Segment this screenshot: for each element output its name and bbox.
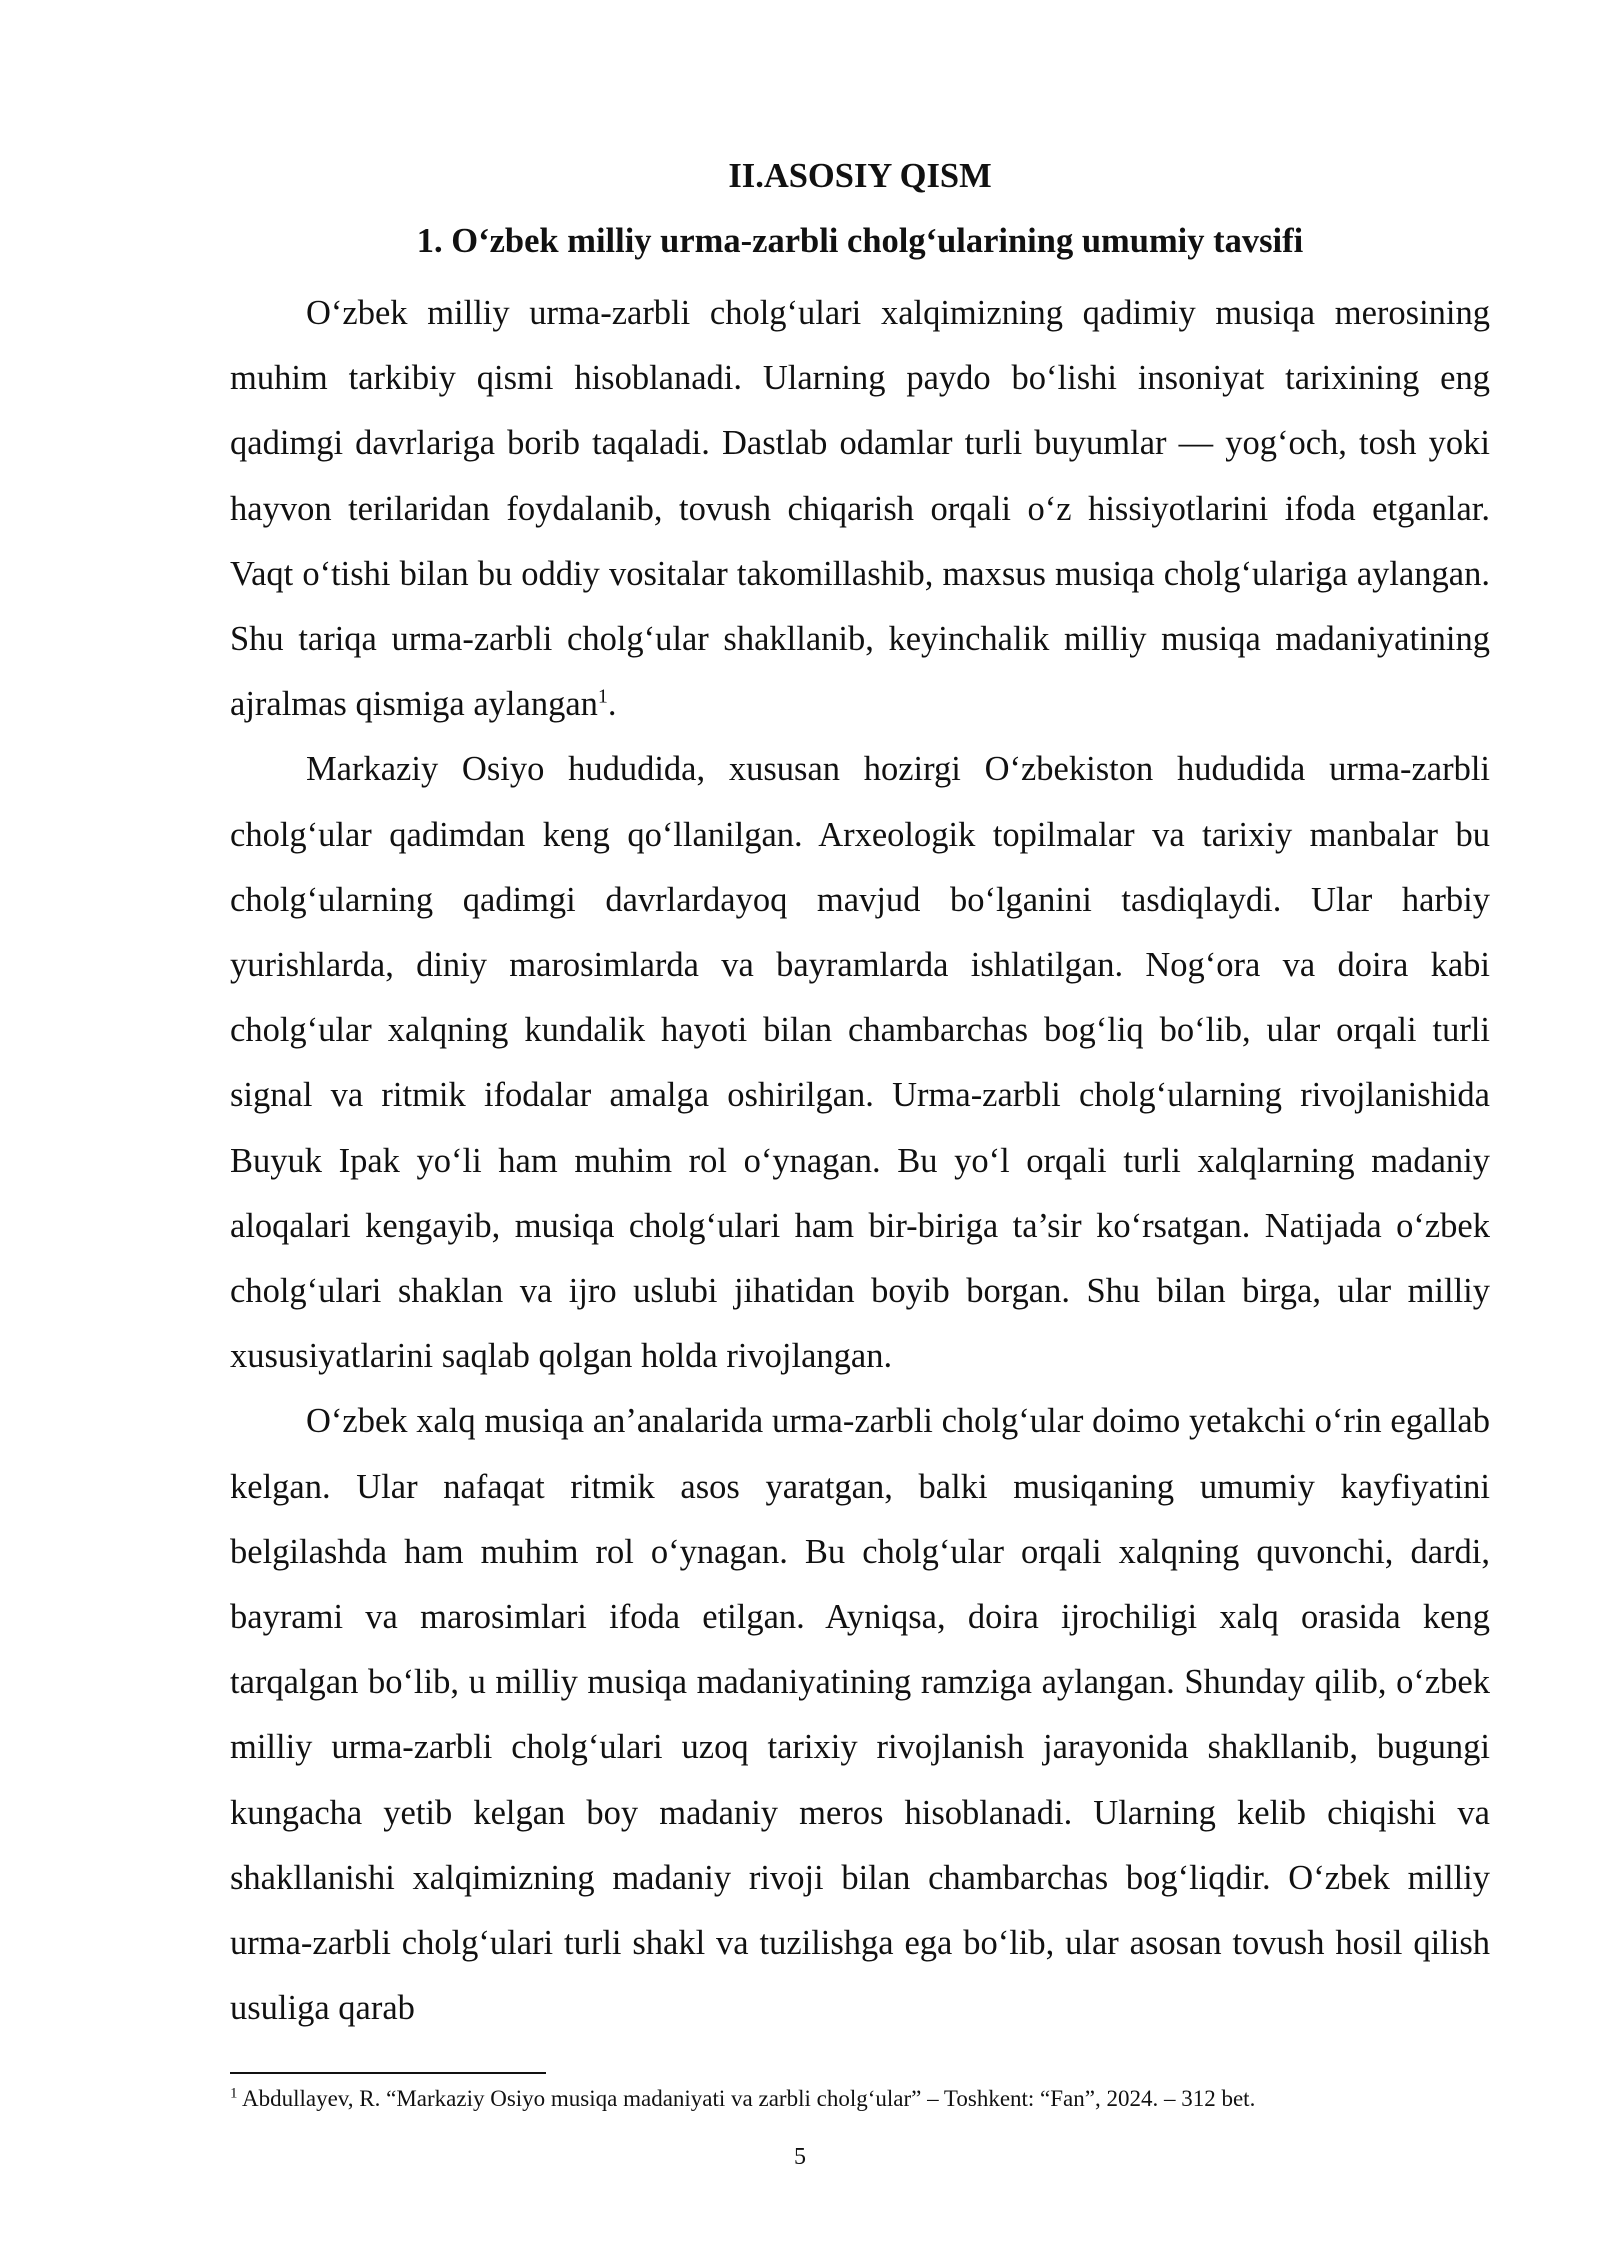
paragraph-2: Markaziy Osiyo hududida, xususan hozirgi O‘zbekiston hududida urma-zarbli cholg‘ular qadimdan keng qo‘llanilgan. Arxeologik topilmalar va tarixiy manbalar bu cholg‘ularning qadimgi davrlardayoq mavjud bo‘lganini tasdiqlaydi. Ular harbiy yurishlarda, diniy marosimlarda va bayramlarda ishlatilgan. Nog‘ora va doira kabi cholg‘ular xalqning kundalik hayoti bilan chambarchas bog‘liq bo‘lib, ular orqali turli signal va ritmik ifodalar amalga oshirilgan. Urma-zarbli cholg‘ularning rivojlanishida Buyuk Ipak yo‘li ham muhim rol o‘ynagan. Bu yo‘l orqali turli xalqlarning madaniy aloqalari kengayib, musiqa cholg‘ulari ham bir-biriga ta’sir ko‘rsatgan. Natijada o‘zbek cholg‘ulari shaklan va ijro uslubi jihatidan boyib borgan. Shu bilan birga, ular milliy xususiyatlarini saqlab qolgan holda rivojlangan.: [230, 750, 1490, 1376]
footnote-marker: 1: [230, 2085, 238, 2102]
paragraph-3: O‘zbek xalq musiqa an’analarida urma-zarbli cholg‘ular doimo yetakchi o‘rin egallab kelgan. Ular nafaqat ritmik asos yaratgan, balki musiqaning umumiy kayfiyatini belgilashda ham muhim rol o‘ynagan. Bu cholg‘ular orqali xalqning quvonchi, dardi, bayrami va marosimlari ifoda etilgan. Ayniqsa, doira ijrochiligi xalq orasida keng tarqalgan bo‘lib, u milliy musiqa madaniyatining ramziga aylangan. Shunday qilib, o‘zbek milliy urma-zarbli cholg‘ulari uzoq tarixiy rivojlanish jarayonida shakllanib, bugungi kungacha yetib kelgan boy madaniy meros hisoblanadi. Ularning kelib chiqishi va shakllanishi xalqimizning madaniy rivoji bilan chambarchas bog‘liqdir. O‘zbek milliy urma-zarbli cholg‘ulari turli shakl va tuzilishga ega bo‘lib, ular asosan tovush hosil qilish usuliga qarab: [230, 1402, 1490, 2028]
footnote-text: Abdullayev, R. “Markaziy Osiyo musiqa madaniyati va zarbli cholg‘ular” – Toshkent: “Fan”, 2024. – 312 bet.: [237, 2086, 1256, 2111]
paragraph-1-text: O‘zbek milliy urma-zarbli cholg‘ulari xalqimizning qadimiy musiqa merosining muhim tarkibiy qismi hisoblanadi. Ularning paydo bo‘lishi insoniyat tarixining eng qadimgi davrlariga borib taqaladi. Dastlab odamlar turli buyumlar — yog‘och, tosh yoki hayvon terilaridan foydalanib, tovush chiqarish orqali o‘z hissiyotlarini ifoda etganlar. Vaqt o‘tishi bilan bu oddiy vositalar takomillashib, maxsus musiqa cholg‘ulariga aylangan. Shu tariqa urma-zarbli cholg‘ular shakllanib, keyinchalik milliy musiqa madaniyatining ajralmas qismiga aylangan: [230, 294, 1490, 724]
subsection-heading: 1. O‘zbek milliy urma-zarbli cholg‘ularining umumiy tavsifi: [416, 222, 1304, 260]
section-heading: II.ASOSIY QISM: [728, 157, 992, 195]
page-number: 5: [794, 2144, 806, 2170]
footnote-separator: [230, 2072, 546, 2074]
footnote-reference[interactable]: 1: [597, 685, 608, 708]
paragraph-1-end: .: [607, 685, 617, 724]
body-text: [230, 281, 1490, 2041]
paragraph-1: [230, 281, 1490, 737]
footnote: [230, 2084, 1530, 2114]
